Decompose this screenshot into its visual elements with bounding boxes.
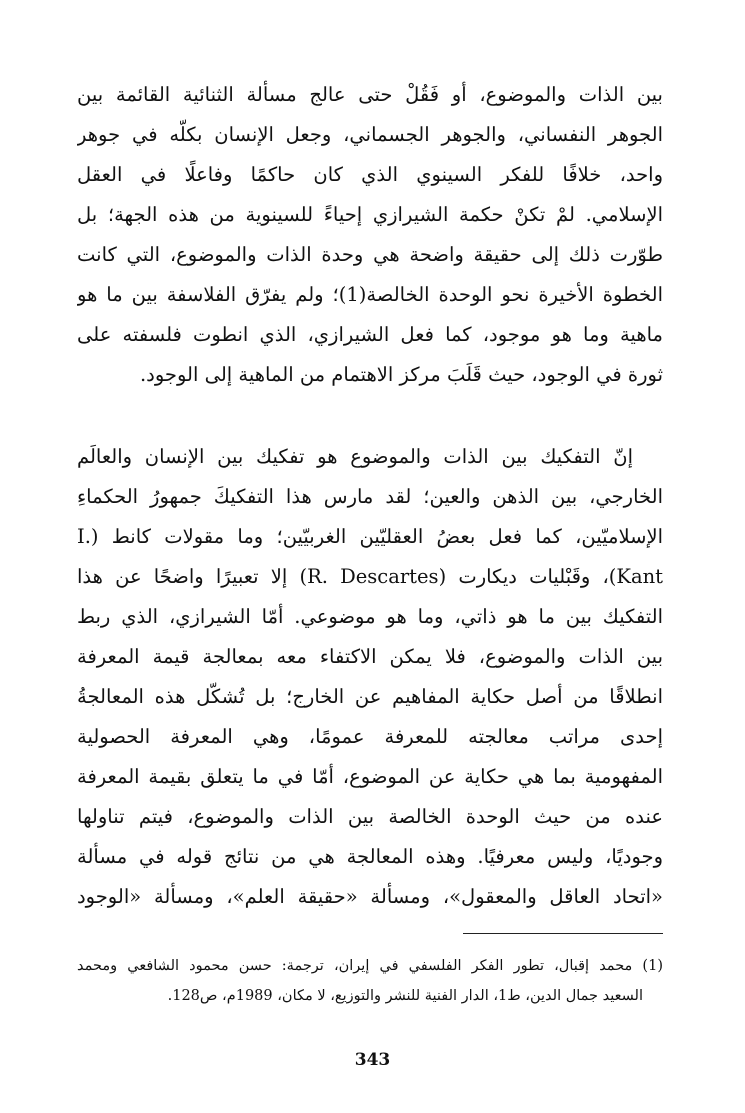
paragraph-2-line: التفكيك بين ما هو ذاتي، وما هو موضوعي. أمّا الشيرازي، الذي ربط: [77, 605, 663, 628]
paragraph-2-line: Kant)، وقَبْليات ديكارت (R. Descartes) إلا تعبيرًا واضحًا عن هذا: [77, 565, 663, 588]
footnote-separator: [463, 933, 663, 934]
paragraph-2-line: وجوديًا، وليس معرفيًا. وهذه المعالجة هي من نتائج قوله في مسألة: [77, 845, 663, 868]
paragraph-2-line: «اتحاد العاقل والمعقول»، ومسألة «حقيقة العلم»، ومسألة «الوجود: [77, 885, 663, 908]
paragraph-2-line: إحدى مراتب معالجته للمعرفة عمومًا، وهي المعرفة الحصولية: [77, 725, 663, 748]
paragraph-2-line: إنّ التفكيك بين الذات والموضوع هو تفكيك بين الإنسان والعالَم: [77, 445, 633, 468]
paragraph-2-line: الإسلاميّين، كما فعل بعضُ العقليّين الغربيّين؛ وما مقولات كانط (.I: [77, 525, 663, 548]
paragraph-1-line: الجوهر النفساني، والجوهر الجسماني، وجعل الإنسان بكلّه في جوهر: [77, 123, 663, 146]
footnote-line: (1) محمد إقبال، تطور الفكر الفلسفي في إيران، ترجمة: حسن محمود الشافعي ومحمد: [77, 958, 663, 974]
paragraph-1-line: واحد، خلافًا للفكر السينوي الذي كان حاكمًا وفاعلًا في العقل: [77, 163, 663, 186]
paragraph-1-line: ثورة في الوجود، حيث قَلَبَ مركز الاهتمام من الماهية إلى الوجود.: [139, 363, 663, 386]
paragraph-2-line: المفهومية بما هي حكاية عن الموضوع، أمّا في ما يتعلق بقيمة المعرفة: [77, 765, 663, 788]
paragraph-2-line: انطلاقًا من أصل حكاية المفاهيم عن الخارج؛ بل تُشكّل هذه المعالجةُ: [77, 685, 663, 708]
paragraph-1-line: الإسلامي. لمْ تكنْ حكمة الشيرازي إحياءً للسينوية من هذه الجهة؛ بل: [77, 203, 663, 226]
paragraph-2-line: الخارجي، بين الذهن والعين؛ لقد مارس هذا التفكيكَ جمهورُ الحكماءِ: [77, 485, 663, 508]
paragraph-2-line: بين الذات والموضوع، فلا يمكن الاكتفاء معه بمعالجة قيمة المعرفة: [77, 645, 663, 668]
paragraph-1-line: طوّرت ذلك إلى حقيقة واضحة هي وحدة الذات والموضوع، التي كانت: [77, 243, 663, 266]
paragraph-1-line: ماهية وما هو موجود، كما فعل الشيرازي، الذي انطوت فلسفته على: [77, 323, 663, 346]
paragraph-1-line: الخطوة الأخيرة نحو الوحدة الخالصة(1)؛ ولم يفرّق الفلاسفة بين ما هو: [77, 283, 663, 306]
paragraph-1-line: بين الذات والموضوع، أو فَقُلْ حتى عالج مسألة الثنائية القائمة بين: [77, 83, 663, 106]
paragraph-2-line: عنده من حيث الوحدة الخالصة بين الذات والموضوع، فيتم تناولها: [77, 805, 663, 828]
footnote-line: السعيد جمال الدين، ط1، الدار الفنية للنشر والتوزيع، لا مكان، 1989م، ص128.: [167, 988, 643, 1004]
page-number: 343: [354, 1050, 391, 1070]
